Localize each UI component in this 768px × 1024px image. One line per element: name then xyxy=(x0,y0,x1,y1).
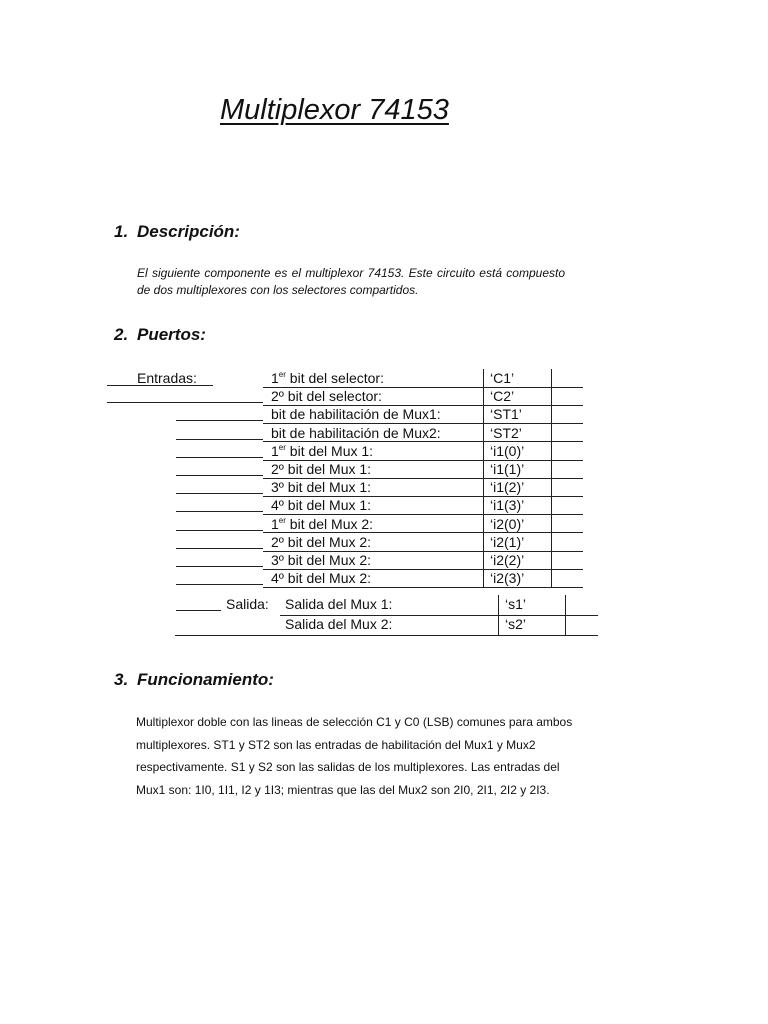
port-description: 1er bit del Mux 2: xyxy=(271,515,374,532)
port-signal-name: ‘i2(3)’ xyxy=(490,570,525,587)
port-signal-name: ‘i1(2)’ xyxy=(490,479,525,496)
section-title: Funcionamiento: xyxy=(137,670,274,689)
port-input-row xyxy=(0,551,768,569)
port-output-row xyxy=(0,595,768,613)
input-blank-line xyxy=(176,493,263,494)
salida-label: Salida: xyxy=(226,596,269,612)
port-signal-name: ‘i1(0)’ xyxy=(490,442,525,459)
column-divider xyxy=(551,369,552,587)
section-number: 1. xyxy=(114,222,129,241)
port-input-row xyxy=(0,515,768,533)
port-description: 3º bit del Mux 2: xyxy=(271,552,372,568)
port-signal-name: ‘s1’ xyxy=(505,596,527,612)
port-signal-name: ‘i2(1)’ xyxy=(490,533,525,550)
entradas-underline xyxy=(107,385,213,386)
descripcion-paragraph: El siguiente componente es el multiplexor 74153. Este circuito está compuesto de dos multiplexores con los selectores compartidos. xyxy=(137,266,565,297)
input-blank-line xyxy=(176,566,263,567)
section-title: Descripción: xyxy=(137,222,240,241)
input-blank-line xyxy=(176,530,263,531)
section-descripcion-heading xyxy=(114,222,240,242)
port-input-row xyxy=(0,405,768,423)
port-signal-name: ‘i1(1)’ xyxy=(490,461,525,477)
port-input-row xyxy=(0,460,768,478)
port-input-row xyxy=(0,424,768,442)
input-blank-line xyxy=(176,475,263,476)
port-signal-name: ‘i2(0)’ xyxy=(490,515,525,532)
port-description: bit de habilitación de Mux2: xyxy=(271,424,441,441)
port-description: 1er bit del selector: xyxy=(271,370,384,386)
port-description: 2º bit del selector: xyxy=(271,388,382,405)
port-signal-name: ‘ST2’ xyxy=(490,424,522,441)
port-description: 2º bit del Mux 1: xyxy=(271,461,372,477)
column-divider xyxy=(483,369,484,587)
port-description: 3º bit del Mux 1: xyxy=(271,479,372,496)
ordinal-superscript: er xyxy=(278,370,286,379)
port-signal-name: ‘i2(2)’ xyxy=(490,552,525,568)
port-signal-name: ‘ST1’ xyxy=(490,406,522,423)
port-signal-name: ‘C2’ xyxy=(490,388,515,405)
input-blank-line xyxy=(176,511,263,512)
input-blank-line xyxy=(176,420,263,421)
port-input-row xyxy=(0,496,768,514)
port-signal-name: ‘C1’ xyxy=(490,370,515,386)
port-signal-name: ‘s2’ xyxy=(505,616,527,632)
input-blank-line xyxy=(107,402,263,403)
port-input-row xyxy=(0,569,768,587)
section-puertos-heading xyxy=(114,325,206,345)
port-description: Salida del Mux 2: xyxy=(285,616,393,632)
input-blank-line xyxy=(176,439,263,440)
port-description: 4º bit del Mux 2: xyxy=(271,570,372,587)
section-number: 3. xyxy=(114,670,129,689)
port-description: 1er bit del Mux 1: xyxy=(271,442,374,459)
row-rule xyxy=(175,635,598,636)
document-title: Multiplexor 74153 xyxy=(220,94,449,126)
funcionamiento-paragraph: Multiplexor doble con las lineas de selección C1 y C0 (LSB) comunes para ambos multiplexores. ST1 y ST2 son las entradas de habilitación del Mux1 y Mux2 respectivamente. S1 y S2 son las salidas de los multiplexores. Las entradas del Mux1 son: 1I0, 1I1, I2 y 1I3; mientras que las del Mux2 son 2I0, 2I1, 2I2 y 2I3. xyxy=(136,715,573,797)
port-signal-name: ‘i1(3)’ xyxy=(490,497,525,514)
column-divider xyxy=(498,595,499,635)
port-description: 4º bit del Mux 1: xyxy=(271,497,372,514)
ordinal-superscript: er xyxy=(278,442,286,452)
section-funcionamiento-heading xyxy=(114,670,274,690)
port-input-row xyxy=(0,478,768,496)
port-input-row xyxy=(0,442,768,460)
section-title: Puertos: xyxy=(137,325,206,344)
column-divider xyxy=(565,595,566,635)
port-description: Salida del Mux 1: xyxy=(285,596,393,612)
row-rule xyxy=(263,587,583,588)
input-blank-line xyxy=(176,457,263,458)
port-description: 2º bit del Mux 2: xyxy=(271,533,372,550)
port-output-row xyxy=(0,615,768,633)
input-blank-line xyxy=(176,584,263,585)
section-number: 2. xyxy=(114,325,129,344)
ordinal-superscript: er xyxy=(278,515,286,525)
port-input-row xyxy=(0,533,768,551)
salida-blank-line xyxy=(176,610,221,611)
port-description: bit de habilitación de Mux1: xyxy=(271,406,441,423)
input-blank-line xyxy=(176,548,263,549)
entradas-label: Entradas: xyxy=(137,370,197,386)
